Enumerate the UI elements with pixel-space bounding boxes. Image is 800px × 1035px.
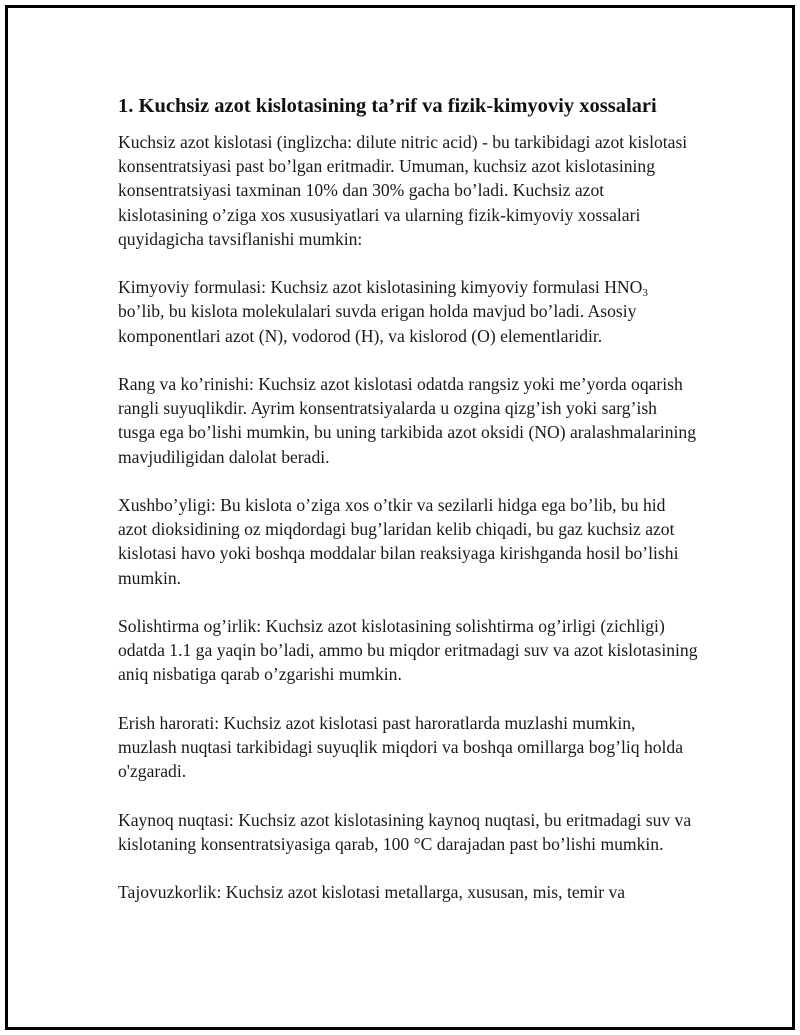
paragraph-melting: Erish harorati: Kuchsiz azot kislotasi past haroratlarda muzlashi mumkin, muzlash nuqtasi tarkibidagi suyuqlik miqdori va boshqa omillarga bog’liq holda o'zgaradi. [118, 712, 684, 782]
paragraph-formula [118, 275, 698, 348]
formula-subscript: 3 [642, 287, 648, 300]
paragraph-boiling: Kaynoq nuqtasi: Kuchsiz azot kislotasining kaynoq nuqtasi, bu eritmadagi suv va kislotaning konsentratsiyasiga qarab, 100 °C darajadan past bo’lishi mumkin. [118, 809, 692, 854]
formula-text-after: bo’lib, bu kislota molekulalari suvda erigan holda mavjud bo’ladi. Asosiy komponentlari azot (N), vodorod (H), va kislorod (O) elementlaridir. [118, 301, 637, 346]
paragraph-odor: Xushbo’yligi: Bu kislota o’ziga xos o’tkir va sezilarli hidga ega bo’lib, bu hid azot dioksidining oz miqdordagi bug’laridan kelib chiqadi, bu gaz kuchsiz azot kislotasi havo yoki boshqa moddalar bilan reaksiyaga kirishganda hosil bo’lishi mumkin. [118, 495, 679, 588]
formula-text-before: Kimyoviy formulasi: Kuchsiz azot kislotasining kimyoviy formulasi HNO [118, 277, 643, 298]
paragraph-corrosive: Tajovuzkorlik: Kuchsiz azot kislotasi metallarga, xususan, mis, temir va [118, 882, 626, 903]
paragraph-density: Solishtirma og’irlik: Kuchsiz azot kislotasining solishtirma og’irligi (zichligi) odatda 1.1 ga yaqin bo’ladi, ammo bu miqdor eritmadagi suv va azot kislotasining aniq nisbatiga qarab o’zgarishi mumkin. [118, 616, 698, 685]
document-body [118, 92, 698, 929]
paragraph-color: Rang va ko’rinishi: Kuchsiz azot kislotasi odatda rangsiz yoki me’yorda oqarish rangli suyuqlikdir. Ayrim konsentratsiyalarda u ozgina qizg’ish yoki sarg’ish tusga ega bo’lishi mumkin, bu uning tarkibida azot oksidi (NO) aralashmalarining mavjudiligidan dalolat beradi. [118, 374, 697, 467]
section-heading: 1. Kuchsiz azot kislotasining ta’rif va fizik-kimyoviy xossalari [118, 95, 657, 117]
paragraph-intro: Kuchsiz azot kislotasi (inglizcha: dilute nitric acid) - bu tarkibidagi azot kislotasi konsentratsiyasi past bo’lgan eritmadir. Umuman, kuchsiz azot kislotasining konsentratsiyasi taxminan 10% dan 30% gacha bo’ladi. Kuchsiz azot kislotasining o’ziga xos xususiyatlari va ularning fizik-kimyoviy xossalari quyidagicha tavsiflanishi mumkin: [118, 132, 688, 249]
